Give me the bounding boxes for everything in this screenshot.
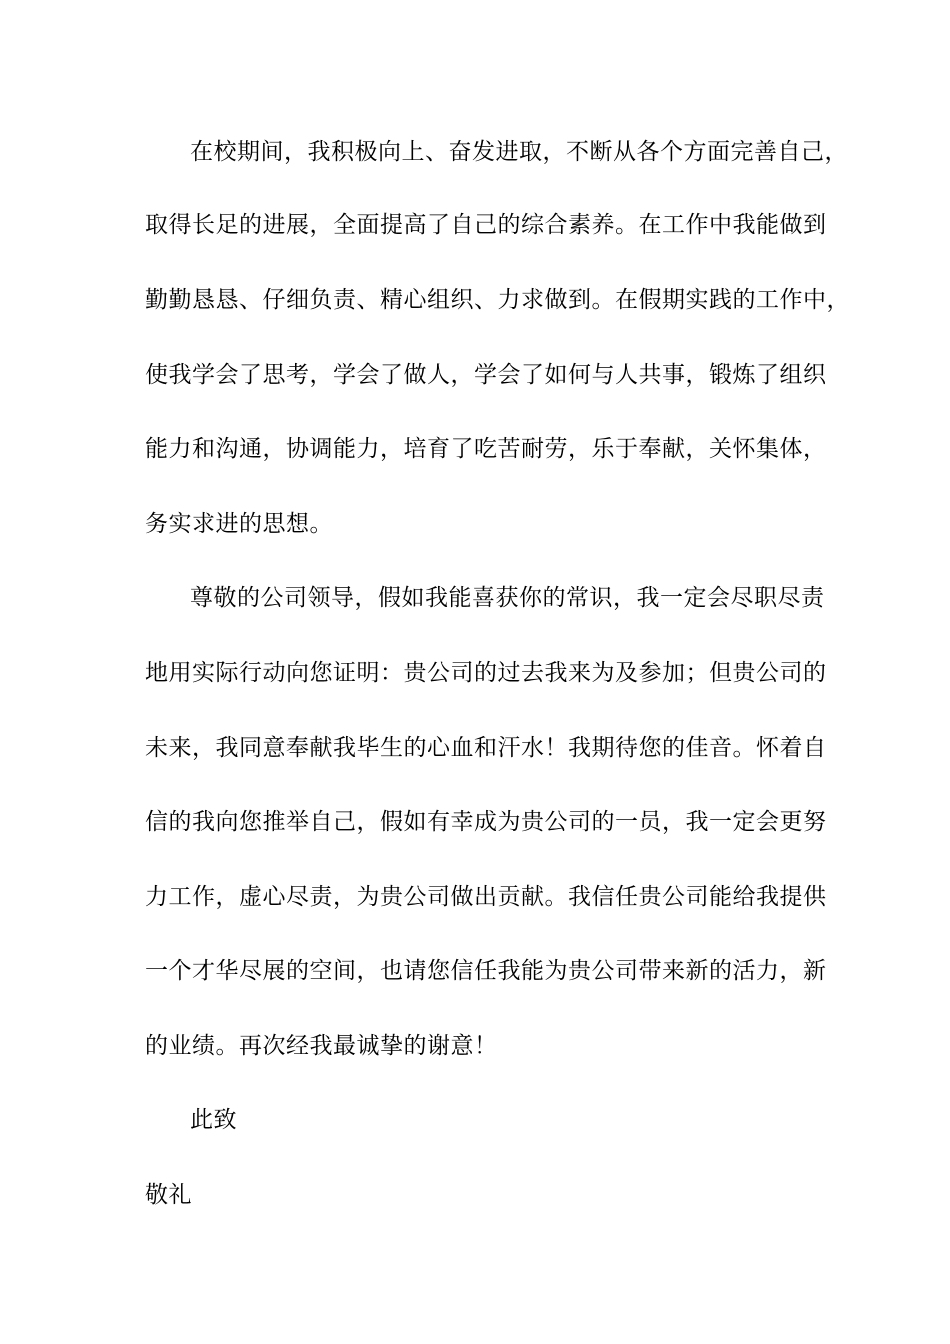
salutation-text: 敬礼 xyxy=(145,1182,192,1208)
paragraph-2-line-3: 未来，我同意奉献我毕生的心血和汗水！我期待您的佳音。怀着自 xyxy=(145,735,827,761)
paragraph-1-line-6: 务实求进的思想。 xyxy=(145,511,333,537)
paragraph-2-line-1: 尊敬的公司领导，假如我能喜获你的常识，我一定会尽职尽责 xyxy=(190,585,825,611)
paragraph-2-line-5: 力工作，虚心尽责，为贵公司做出贡献。我信任贵公司能给我提供 xyxy=(145,884,827,910)
paragraph-2-line-4: 信的我向您推举自己，假如有幸成为贵公司的一员，我一定会更努 xyxy=(145,809,827,835)
closing-text: 此致 xyxy=(190,1107,237,1133)
paragraph-1-line-1: 在校期间，我积极向上、奋发进取，不断从各个方面完善自己， xyxy=(190,139,848,165)
paragraph-1-line-2: 取得长足的进展，全面提高了自己的综合素养。在工作中我能做到 xyxy=(145,212,827,238)
paragraph-1-line-5: 能力和沟通，协调能力，培育了吃苦耐劳，乐于奉献，关怀集体， xyxy=(145,436,827,462)
paragraph-2-line-7: 的业绩。再次经我最诚挚的谢意！ xyxy=(145,1033,498,1059)
paragraph-2-line-6: 一个才华尽展的空间，也请您信任我能为贵公司带来新的活力，新 xyxy=(145,958,827,984)
paragraph-1-line-3: 勤勤恳恳、仔细负责、精心组织、力求做到。在假期实践的工作中， xyxy=(145,287,850,313)
paragraph-1-line-4: 使我学会了思考，学会了做人，学会了如何与人共事，锻炼了组织 xyxy=(145,362,827,388)
paragraph-2-line-2: 地用实际行动向您证明：贵公司的过去我来为及参加；但贵公司的 xyxy=(145,660,827,686)
